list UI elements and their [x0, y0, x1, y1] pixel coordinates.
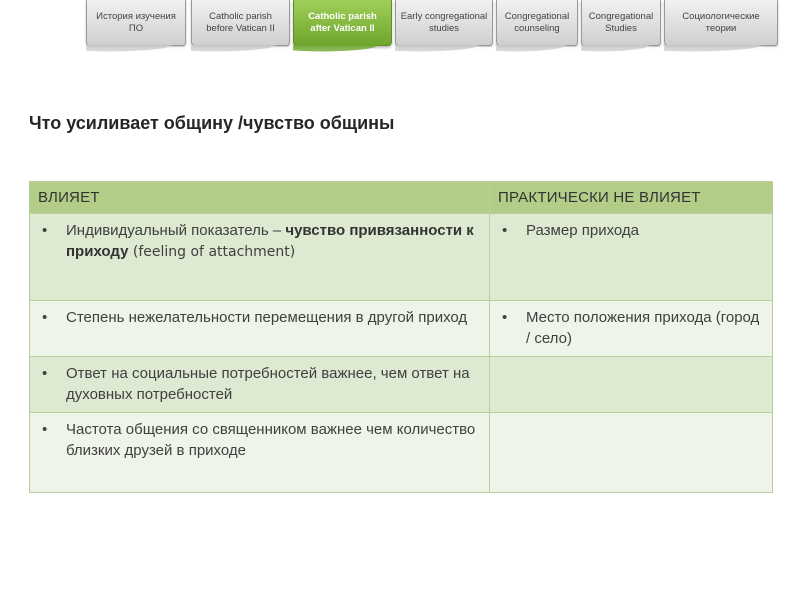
tab-history[interactable] — [86, 0, 186, 46]
tab-label: Catholic parish after Vatican II — [308, 10, 377, 34]
tab-label: История изучения ПО — [96, 10, 176, 34]
table-row — [30, 357, 773, 413]
table-cell — [30, 301, 490, 357]
cell-text: Степень нежелательности перемещения в другой приход — [66, 309, 468, 326]
header-not-affects: ПРАКТИЧЕСКИ НЕ ВЛИЯЕТ — [490, 182, 773, 214]
bullet: • — [502, 309, 508, 326]
bullet: • — [42, 421, 48, 438]
page-title: Что усиливает общину /чувство общины — [29, 113, 395, 133]
tab-congregational-studies[interactable] — [581, 0, 661, 46]
table-row — [30, 301, 773, 357]
influence-table — [29, 181, 773, 493]
tab-catholic-before[interactable] — [191, 0, 290, 46]
table-cell-empty — [490, 357, 773, 413]
table-cell — [30, 214, 490, 301]
table-row — [30, 214, 773, 301]
table-cell — [30, 357, 490, 413]
header-affects: ВЛИЯЕТ — [30, 182, 490, 214]
tab-label: Социологические теории — [682, 10, 760, 34]
tab-label: Congregational Studies — [588, 10, 654, 34]
cell-text: Частота общения со священником важнее чем количество близких друзей в приходе — [66, 421, 476, 459]
text-part: (feeling of attachment) — [128, 244, 296, 260]
table-cell — [30, 413, 490, 493]
bullet: • — [42, 222, 48, 239]
bullet: • — [502, 222, 508, 239]
text-bold: чувство привязанности к приходу — [66, 222, 474, 260]
tab-sociological-theories[interactable] — [664, 0, 778, 46]
cell-text — [66, 220, 481, 263]
bullet: • — [42, 309, 48, 326]
tab-label: Catholic parish before Vatican II — [206, 10, 275, 34]
table-cell-empty — [490, 413, 773, 493]
cell-text: Размер прихода — [526, 222, 640, 239]
table-cell — [490, 301, 773, 357]
tab-congregational-counseling[interactable] — [496, 0, 578, 46]
tab-early-congregational[interactable] — [395, 0, 493, 46]
tab-label: Congregational counseling — [504, 10, 570, 34]
cell-text: Ответ на социальные потребностей важнее, чем ответ на духовных потребностей — [66, 365, 470, 403]
tab-label: Early congregational studies — [400, 10, 488, 34]
table-cell — [490, 214, 773, 301]
table-row — [30, 413, 773, 493]
cell-text: Место положения прихода (город / село) — [526, 309, 760, 347]
text-part: Индивидуальный показатель – — [66, 222, 286, 239]
bullet: • — [42, 365, 48, 382]
top-navigation — [0, 0, 800, 56]
tab-catholic-after[interactable] — [293, 0, 392, 46]
